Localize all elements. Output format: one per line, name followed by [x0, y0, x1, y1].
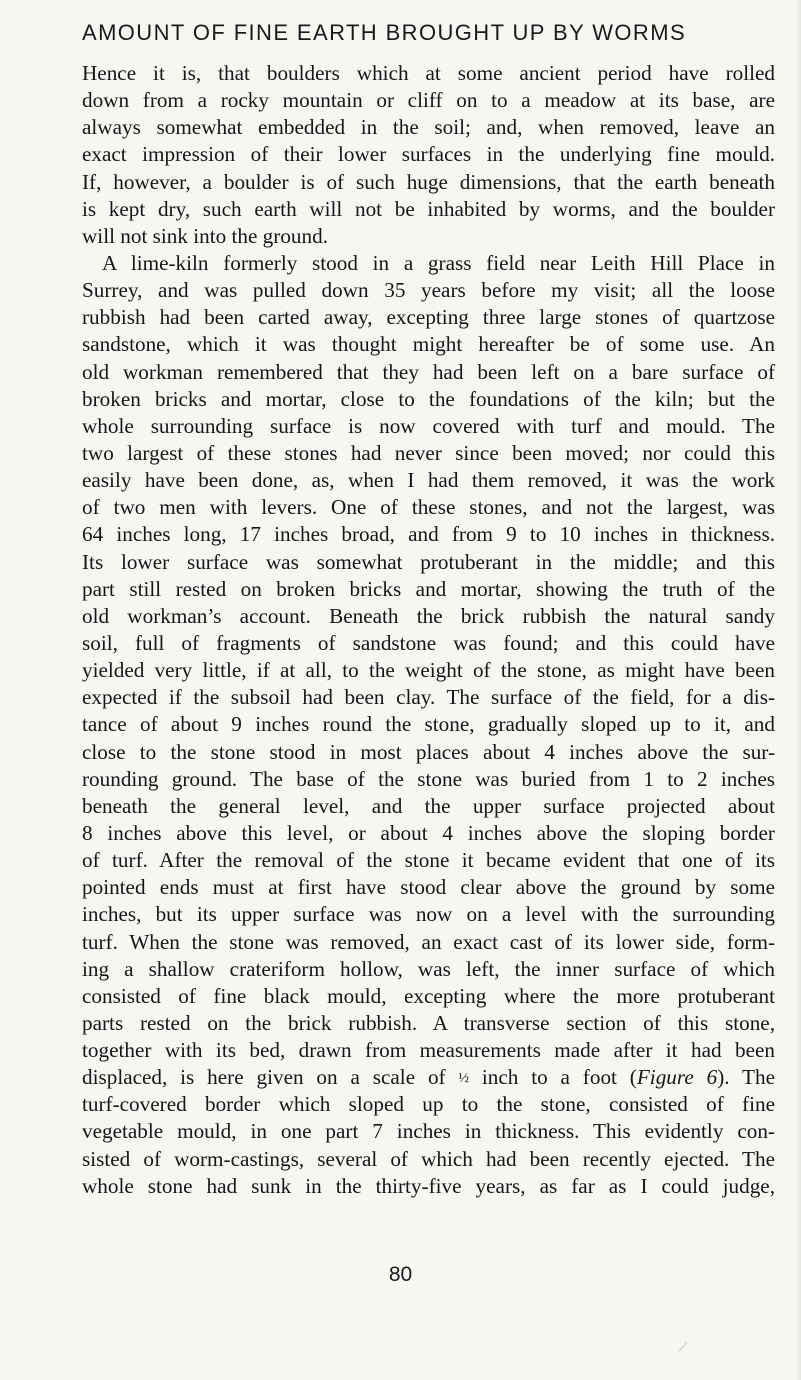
figure-reference: Figure 6: [636, 1065, 718, 1090]
text-line: exact impression of their lower surfaces in the underlying fine mould.: [82, 142, 775, 167]
text-line: beneath the general level, and the upper surface projected about: [82, 793, 775, 818]
text-line: tance of about 9 inches round the stone, gradually sloped up to it, and: [82, 712, 775, 737]
text-line: turf-covered border which sloped up to the stone, consisted of fine: [82, 1092, 775, 1117]
text-line: 64 inches long, 17 inches broad, and from 9 to 10 inches in thickness.: [82, 522, 775, 547]
text-line: together with its bed, drawn from measurements made after it had been: [82, 1038, 775, 1063]
text-line: rubbish had been carted away, excepting three large stones of quartzose: [82, 305, 775, 330]
text-line: old workman remembered that they had been left on a bare surface of: [82, 359, 775, 384]
text-line: two largest of these stones had never since been moved; nor could this: [82, 440, 775, 465]
text-line: pointed ends must at first have stood clear above the ground by some: [82, 875, 775, 900]
text-line: of two men with levers. One of these stones, and not the largest, was: [82, 495, 775, 520]
text-line: ing a shallow crateriform hollow, was left, the inner surface of which: [82, 956, 775, 981]
text-line: down from a rocky mountain or cliff on to a meadow at its base, are: [82, 88, 775, 113]
text-line: always somewhat embedded in the soil; and, when removed, leave an: [82, 115, 775, 140]
page-number: 80: [388, 1263, 413, 1286]
text-line: part still rested on broken bricks and mortar, showing the truth of the: [82, 576, 775, 601]
page-edge-shadow: [796, 0, 801, 1380]
text-line: close to the stone stood in most places about 4 inches above the sur-: [82, 739, 775, 764]
text-line: easily have been done, as, when I had them removed, it was the work: [82, 468, 775, 493]
text-line: Hence it is, that boulders which at some ancient period have rolled: [82, 61, 775, 85]
text-line: If, however, a boulder is of such huge dimensions, that the earth beneath: [82, 169, 775, 194]
text-line: whole stone had sunk in the thirty-five years, as far as I could judge,: [82, 1173, 775, 1198]
text-line: sisted of worm-castings, several of which had been recently ejected. The: [82, 1146, 775, 1171]
text-line: broken bricks and mortar, close to the foundations of the kiln; but the: [82, 386, 775, 411]
paragraph-start-line: A lime-kiln formerly stood in a grass field near Leith Hill Place in: [102, 250, 775, 275]
text-line: consisted of fine black mould, excepting where the more protuberant: [82, 983, 775, 1008]
scale-text-after: ). The: [717, 1065, 775, 1090]
text-line: old workman’s account. Beneath the brick rubbish the natural sandy: [82, 603, 775, 628]
text-line: Its lower surface was somewhat protuberant in the middle; and this: [82, 549, 775, 574]
body-text: [82, 60, 775, 1200]
scale-fraction: ½: [458, 1071, 469, 1087]
text-line: soil, full of fragments of sandstone was found; and this could have: [82, 630, 775, 655]
text-line: 8 inches above this level, or about 4 inches above the sloping border: [82, 820, 775, 845]
text-line: rounding ground. The base of the stone was buried from 1 to 2 inches: [82, 766, 775, 791]
text-line: sandstone, which it was thought might hereafter be of some use. An: [82, 332, 775, 357]
text-line: expected if the subsoil had been clay. The surface of the field, for a dis-: [82, 685, 775, 710]
text-line: inches, but its upper surface was now on a level with the surrounding: [82, 902, 775, 927]
pencil-mark: [679, 1342, 687, 1352]
scale-text-before: displaced, is here given on a scale of: [82, 1065, 459, 1090]
scale-text-middle: inch to a foot (: [468, 1065, 637, 1090]
text-line: turf. When the stone was removed, an exact cast of its lower side, form-: [82, 929, 775, 954]
running-head: AMOUNT OF FINE EARTH BROUGHT UP BY WORMS: [82, 20, 687, 45]
text-line: is kept dry, such earth will not be inhabited by worms, and the boulder: [82, 196, 775, 221]
text-line: whole surrounding surface is now covered with turf and mould. The: [82, 413, 775, 438]
text-line: vegetable mould, in one part 7 inches in thickness. This evidently con-: [82, 1119, 775, 1144]
text-line: of turf. After the removal of the stone it became evident that one of its: [82, 848, 775, 873]
text-line: Surrey, and was pulled down 35 years before my visit; all the loose: [82, 278, 775, 303]
text-line: parts rested on the brick rubbish. A transverse section of this stone,: [82, 1010, 775, 1035]
scale-text-line: [82, 1064, 775, 1091]
text-line: yielded very little, if at all, to the weight of the stone, as might have been: [82, 658, 775, 683]
paragraph-end-line: will not sink into the ground.: [82, 223, 329, 248]
